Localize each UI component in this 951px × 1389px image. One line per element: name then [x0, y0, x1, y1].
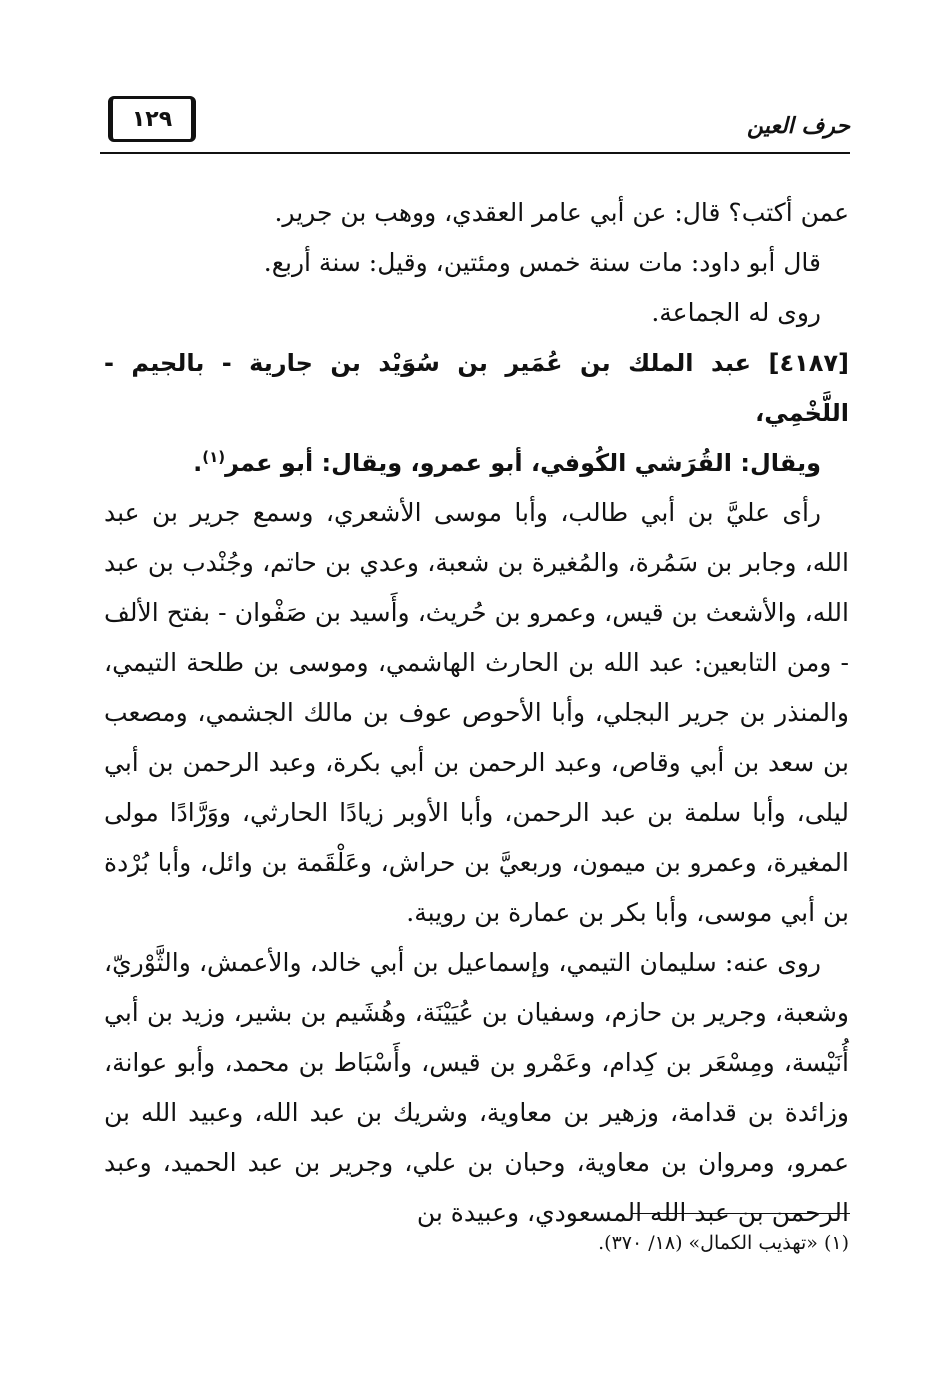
- paragraph-continuation: عمن أكتب؟ قال: عن أبي عامر العقدي، ووهب بن جرير.: [274, 198, 849, 227]
- paragraph-students: روى عنه: سليمان التيمي، وإسماعيل بن أبي خالد، والأعمش، والثَّوْريّ، وشعبة، وجرير بن حازم، وسفيان بن عُيَيْنَة، وهُشَيم بن بشير، وزيد بن أبي أُنَيْسة، ومِسْعَر بن كِدام، وعَمْرو بن قيس، وأَسْبَاط بن محمد، وأبو عوانة، وزائدة بن قدامة، وزهير بن معاوية، وشريك بن عبد الله، وعبيد الله بن عمرو، ومروان بن معاوية، وحبان بن علي، وجرير بن عبد الحميد، وعبد الرحمن بن عبد الله المسعودي، وعبيدة بن: [104, 948, 849, 1227]
- page-number: ١٢٩: [108, 96, 196, 142]
- page-header: [100, 88, 850, 156]
- entry-heading: [104, 338, 849, 488]
- footnote: (١) «تهذيب الكمال» (١٨/ ٣٧٠).: [598, 1232, 849, 1254]
- entry-heading-end: .: [193, 449, 203, 477]
- paragraph-teachers: رأى عليَّ بن أبي طالب، وأبا موسى الأشعري، وسمع جرير بن عبد الله، وجابر بن سَمُرة، والمُغيرة بن شعبة، وعدي بن حاتم، وجُنْدب بن عبد الله، والأشعث بن قيس، وعمرو بن حُريث، وأَسيد بن صَفْوان - بفتح الألف - ومن التابعين: عبد الله بن الحارث الهاشمي، وموسى بن طلحة التيمي، والمنذر بن جرير البجلي، وأبا الأحوص عوف بن مالك الجشمي، ومصعب بن سعد بن أبي وقاص، وعبد الرحمن بن أبي بكرة، وعبد الرحمن بن أبي ليلى، وأبا سلمة بن عبد الرحمن، وأبا الأوبر زيادًا الحارثي، ووَرَّادًا مولى المغيرة، وعمرو بن ميمون، وربعيَّ بن حراش، وعَلْقَمة بن وائل، وأبا بُرْدة بن أبي موسى، وأبا بكر بن عمارة بن رويبة.: [104, 498, 849, 927]
- footnote-rule: [632, 1213, 850, 1214]
- header-rule: [100, 152, 850, 154]
- entry-heading-line1: [٤١٨٧] عبد الملك بن عُمَير بن سُوَيْد بن جارية - بالجيم - اللَّخْمِي،: [104, 349, 849, 427]
- footnote-reference: (١): [202, 448, 226, 466]
- paragraph-narrated-by: روى له الجماعة.: [651, 298, 821, 327]
- entry-heading-line2: [104, 438, 849, 488]
- running-head: حرف العين: [746, 114, 850, 139]
- main-text: [104, 188, 849, 1238]
- entry-heading-line2-text: ويقال: القُرَشي الكُوفي، أبو عمرو، ويقال: أبو عمر: [225, 449, 821, 477]
- paragraph-death-date: قال أبو داود: مات سنة خمس ومئتين، وقيل: سنة أربع.: [263, 248, 821, 277]
